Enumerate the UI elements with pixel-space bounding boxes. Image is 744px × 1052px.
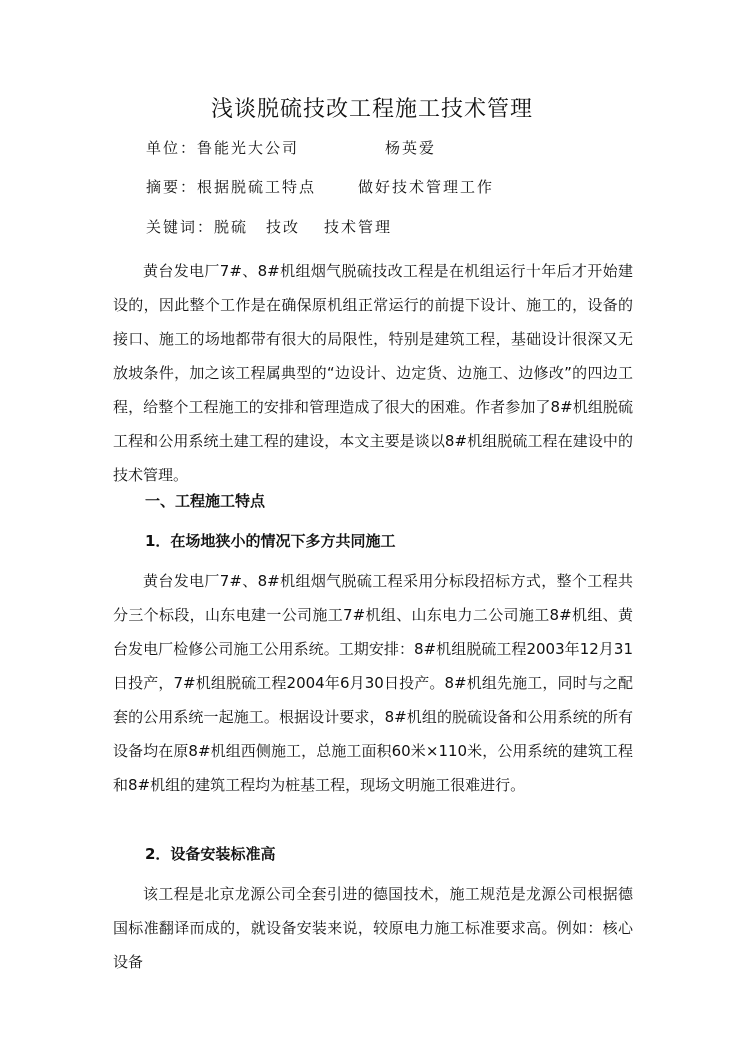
keywords-line (146, 216, 392, 237)
keywords-label: 关键词：脱硫 (146, 218, 249, 236)
intro-paragraph: 黄台发电厂7#、8#机组烟气脱硫技改工程是在机组运行十年后才开始建设的，因此整个工作是在确保原机组正常运行的前提下设计、施工的，设备的接口、施工的场地都带有很大的局限性，特别是建筑工程，基础设计很深又无放坡条件，加之该工程属典型的“边设计、边定货、边施工、边修改”的四边工程，给整个工程施工的安排和管理造成了很大的困难。作者参加了8#机组脱硫工程和公用系统土建工程的建设，本文主要是谈以8#机组脱硫工程在建设中的技术管理。 (113, 262, 633, 484)
document-title: 浅谈脱硫技改工程施工技术管理 (210, 97, 533, 122)
section-heading: 一、工程施工特点 (145, 492, 266, 510)
unit-label: 单位：鲁能光大公司 (146, 139, 300, 157)
abstract-line (146, 176, 494, 197)
abstract-label: 摘要：根据脱硫工特点 (146, 178, 317, 196)
keyword-item: 技改 (266, 218, 301, 236)
subsection-heading-1: 1．在场地狭小的情况下多方共同施工 (145, 532, 396, 550)
unit-line (146, 137, 436, 158)
subsection-heading-2: 2．设备安装标准高 (145, 845, 276, 863)
keyword-item: 技术管理 (324, 218, 393, 236)
subsection-paragraph-2: 该工程是北京龙源公司全套引进的德国技术，施工规范是龙源公司根据德国标准翻译而成的，就设备安装来说，较原电力施工标准要求高。例如：核心设备 (113, 885, 633, 971)
author-name: 杨英爱 (385, 139, 437, 157)
abstract-text: 做好技术管理工作 (358, 178, 495, 196)
subsection-paragraph-1: 黄台发电厂7#、8#机组烟气脱硫工程采用分标段招标方式，整个工程共分三个标段，山东电建一公司施工7#机组、山东电力二公司施工8#机组、黄台发电厂检修公司施工公用系统。工期安排：8#机组脱硫工程2003年12月31日投产，7#机组脱硫工程2004年6月30日投产。8#机组先施工，同时与之配套的公用系统一起施工。根据设计要求，8#机组的脱硫设备和公用系统的所有设备均在原8#机组西侧施工，总施工面积60米×110米，公用系统的建筑工程和8#机组的建筑工程均为桩基工程，现场文明施工很难进行。 (113, 572, 633, 794)
